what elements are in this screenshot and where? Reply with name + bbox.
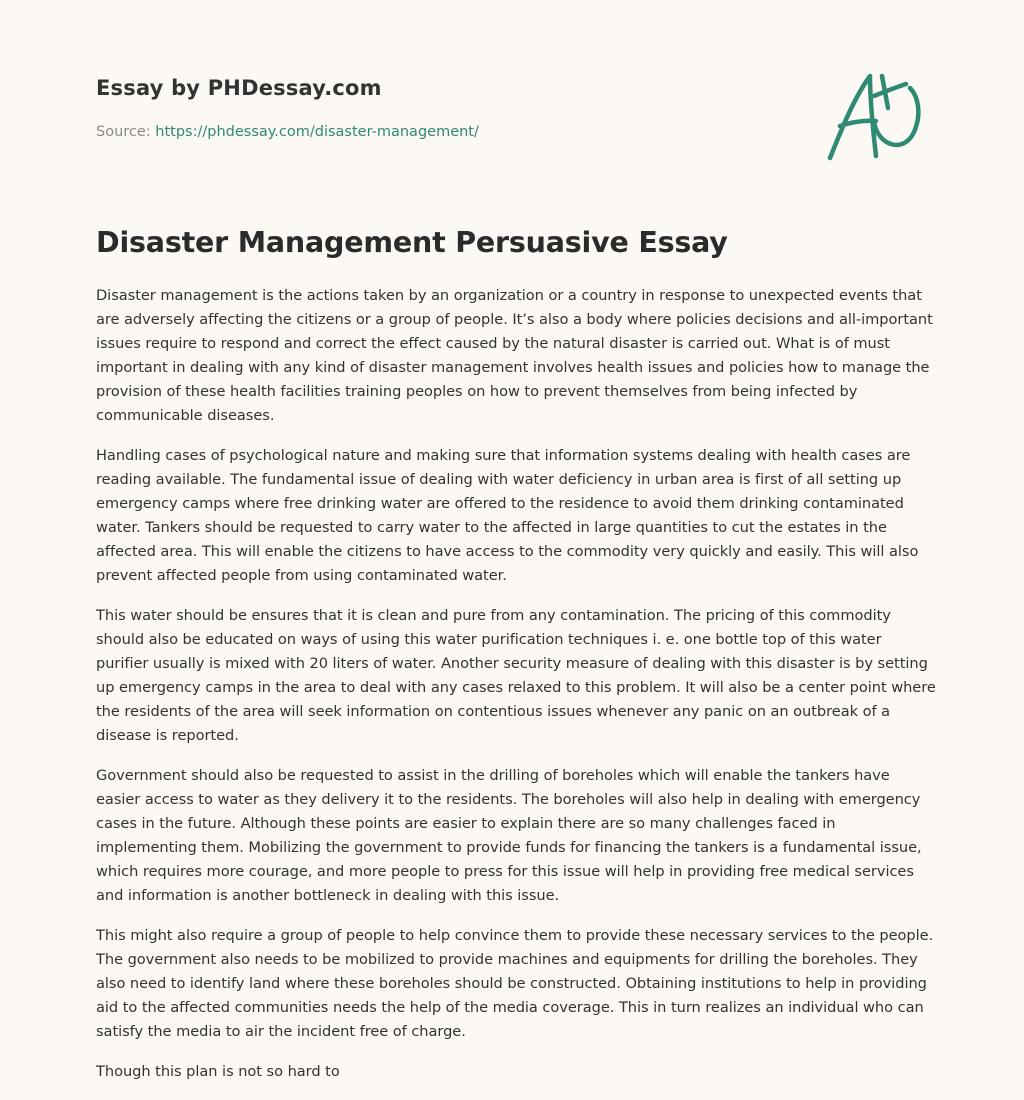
source-line <box>96 124 479 140</box>
essay-title: Disaster Management Persuasive Essay <box>96 226 728 259</box>
essay-paragraph: Handling cases of psychological nature and making sure that information systems dealing with health cases are reading available. The fundamental issue of dealing with water deficiency in urban area is first of all setting up emergency camps where free drinking water are offered to the residence to avoid them drinking contaminated water. Tankers should be requested to carry water to the affected in large quantities to cut the estates in the affected area. This will enable the citizens to have access to the commodity very quickly and easily. This will also prevent affected people from using contaminated water. <box>96 447 919 584</box>
a-plus-logo-icon <box>818 66 930 166</box>
site-title: Essay by PHDessay.com <box>96 76 382 100</box>
essay-paragraph-truncated: Though this plan is not so hard to <box>96 1063 340 1080</box>
source-link[interactable]: https://phdessay.com/disaster-management/ <box>155 124 479 140</box>
essay-paragraph: Disaster management is the actions taken by an organization or a country in response to unexpected events that are adversely affecting the citizens or a group of people. It’s also a body where policies decisions and all-important issues require to respond and correct the effect caused by the natural disaster is carried out. What is of must important in dealing with any kind of disaster management involves health issues and policies how to manage the provision of these health facilities training peoples on how to prevent themselves from being infected by communicable diseases. <box>96 287 933 424</box>
essay-paragraph: This water should be ensures that it is clean and pure from any contamination. The pricing of this commodity should also be educated on ways of using this water purification techniques i. e. one bottle top of this water purifier usually is mixed with 20 liters of water. Another security measure of dealing with this disaster is by setting up emergency camps in the area to deal with any cases relaxed to this problem. It will also be a center point where the residents of the area will seek information on contentious issues whenever any panic on an outbreak of a disease is reported. <box>96 607 936 744</box>
source-label: Source: <box>96 124 151 140</box>
essay-body <box>96 284 936 1100</box>
essay-paragraph: This might also require a group of people to help convince them to provide these necessary services to the people. The government also needs to be mobilized to provide machines and equipments for drilling the boreholes. They also need to identify land where these boreholes should be constructed. Obtaining institutions to help in providing aid to the affected communities needs the help of the media coverage. This in turn realizes an individual who can satisfy the media to air the incident free of charge. <box>96 927 934 1040</box>
essay-paragraph: Government should also be requested to assist in the drilling of boreholes which will enable the tankers have easier access to water as they delivery it to the residents. The boreholes will also help in dealing with emergency cases in the future. Although these points are easier to explain there are so many challenges faced in implementing them. Mobilizing the government to provide funds for financing the tankers is a fundamental issue, which requires more courage, and more people to press for this issue will help in providing free medical services and information is another bottleneck in dealing with this issue. <box>96 767 922 904</box>
